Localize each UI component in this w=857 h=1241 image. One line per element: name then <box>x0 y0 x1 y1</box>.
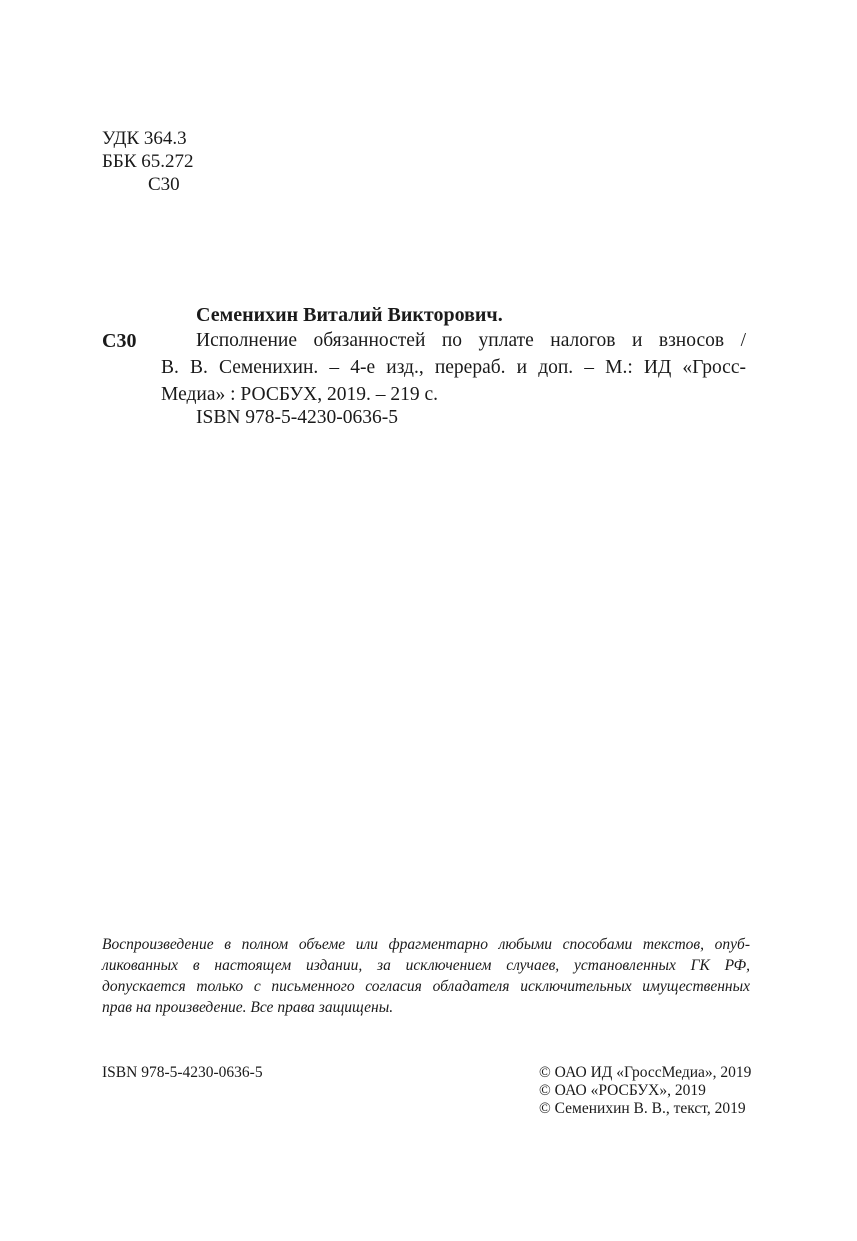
author-mark: С30 <box>148 174 180 195</box>
record-title-line-2: В. В. Семенихин. – 4-е изд., перераб. и доп. – М.: ИД «Гросс- <box>161 357 746 378</box>
record-isbn: ISBN 978-5-4230-0636-5 <box>196 407 399 428</box>
record-title-line-3: Медиа» : РОСБУХ, 2019. – 219 с. <box>161 384 438 405</box>
copyright-line: © ОАО ИД «ГроссМедиа», 2019 <box>539 1064 752 1081</box>
copyright-line: © ОАО «РОСБУХ», 2019 <box>539 1082 706 1099</box>
notice-line: Воспроизведение в полном объеме или фрагментарно любыми способами текстов, опуб- <box>102 936 750 953</box>
bbk-code: ББК 65.272 <box>102 151 194 172</box>
footer-isbn: ISBN 978-5-4230-0636-5 <box>102 1064 263 1081</box>
notice-line: ликованных в настоящем издании, за исключением случаев, установленных ГК РФ, <box>102 957 750 974</box>
copyright-notice <box>102 934 750 1018</box>
udk-code: УДК 364.3 <box>102 128 187 149</box>
notice-line: прав на произведение. Все права защищены. <box>102 999 394 1016</box>
record-title-line-1: Исполнение обязанностей по уплате налогов и взносов / <box>196 330 746 351</box>
record-author-mark: С30 <box>102 330 137 352</box>
copyright-line: © Семенихин В. В., текст, 2019 <box>539 1100 746 1117</box>
author-heading: Семенихин Виталий Викторович. <box>196 304 503 326</box>
notice-line: допускается только с письменного согласия обладателя исключительных имущественных <box>102 978 750 995</box>
